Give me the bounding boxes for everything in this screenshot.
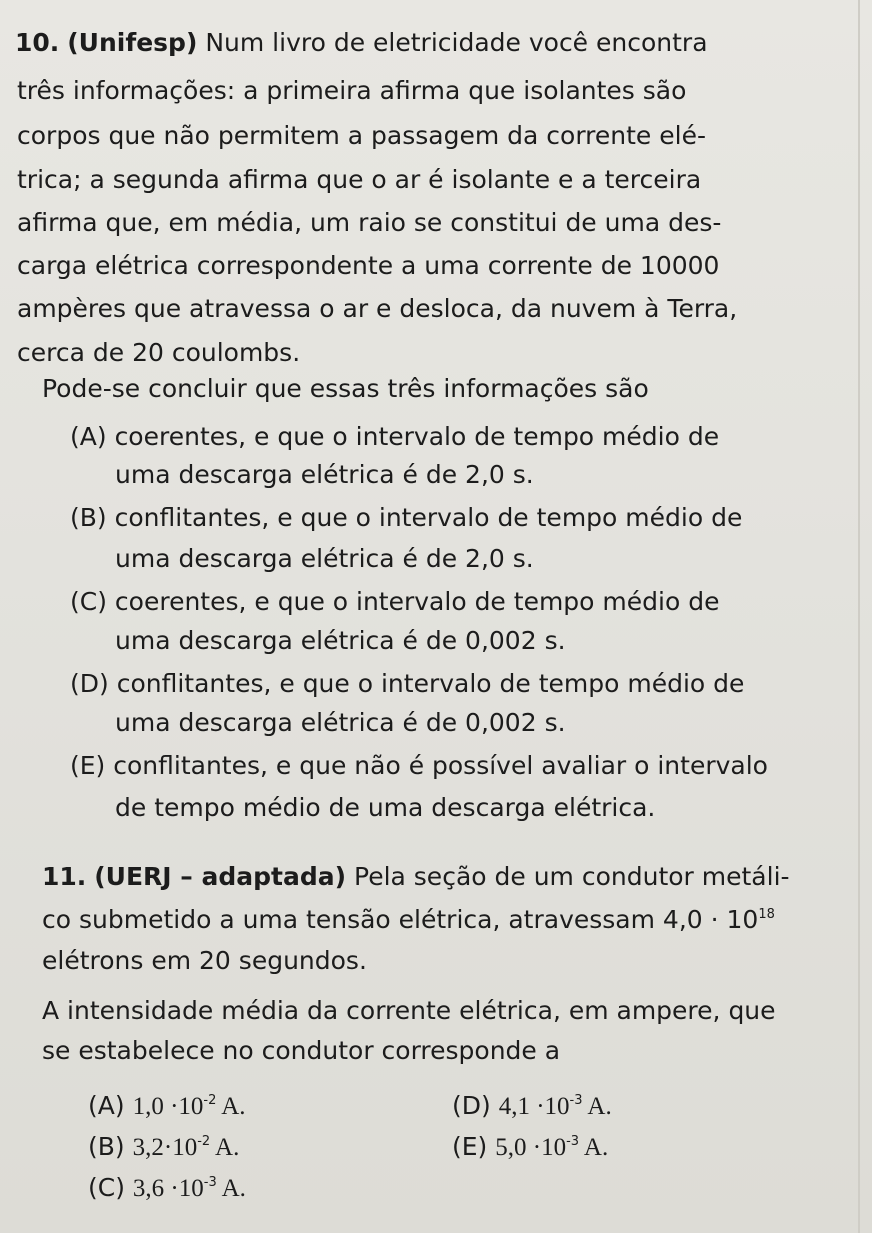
page-edge xyxy=(858,0,860,1233)
option-letter: (B) xyxy=(88,1132,125,1161)
option-text: conflitantes, e que não é possível avaliar o intervalo xyxy=(113,751,768,780)
option-unit: A. xyxy=(210,1134,240,1161)
q10-text-3: corpos que não permitem a passagem da corrente elé- xyxy=(17,121,706,150)
option-letter: (D) xyxy=(452,1091,491,1120)
q11-line-1 xyxy=(42,860,790,894)
option-unit: A. xyxy=(216,1093,246,1120)
q11-prompt-2: se estabelece no condutor corresponde a xyxy=(42,1036,561,1065)
q10-text-5: afirma que, em média, um raio se constitui de uma des- xyxy=(17,208,722,237)
q10-text-7: ampères que atravessa o ar e desloca, da nuvem à Terra, xyxy=(17,294,738,323)
q11-option-d[interactable] xyxy=(452,1089,612,1124)
option-exponent: -3 xyxy=(569,1093,583,1108)
q10-prompt: Pode-se concluir que essas três informações são xyxy=(42,374,649,403)
q11-number: 11. xyxy=(42,862,87,891)
option-exponent: -2 xyxy=(203,1093,217,1108)
option-text: conflitantes, e que o intervalo de tempo médio de xyxy=(116,669,745,698)
option-exponent: -3 xyxy=(203,1175,217,1190)
option-text: conflitantes, e que o intervalo de tempo médio de xyxy=(114,503,743,532)
option-letter: (E) xyxy=(70,751,106,780)
option-letter: (C) xyxy=(88,1173,125,1202)
q10-text-8: cerca de 20 coulombs. xyxy=(17,338,301,367)
q11-prompt-1: A intensidade média da corrente elétrica, em ampere, que xyxy=(42,996,776,1025)
option-mantissa: 4,1 ·10 xyxy=(498,1093,570,1120)
option-exponent: -2 xyxy=(197,1134,211,1149)
option-mantissa: 1,0 ·10 xyxy=(132,1093,204,1120)
q11-exponent: 18 xyxy=(758,907,775,922)
q10-line-1 xyxy=(15,26,708,60)
option-exponent: -3 xyxy=(566,1134,580,1149)
q10-text-4: trica; a segunda afirma que o ar é isolante e a terceira xyxy=(17,165,702,194)
q11-option-b[interactable] xyxy=(88,1130,239,1165)
q11-line-2 xyxy=(42,903,775,937)
option-text-cont: de tempo médio de uma descarga elétrica. xyxy=(115,793,656,822)
q10-text-1: Num livro de eletricidade você encontra xyxy=(197,28,708,57)
option-text-cont: uma descarga elétrica é de 2,0 s. xyxy=(115,460,534,489)
q11-text-2: co submetido a uma tensão elétrica, atravessam 4,0 · 10 xyxy=(42,905,759,934)
option-mantissa: 3,2·10 xyxy=(132,1134,198,1161)
option-letter: (A) xyxy=(88,1091,125,1120)
option-mantissa: 5,0 ·10 xyxy=(495,1134,567,1161)
option-letter: (C) xyxy=(70,587,107,616)
q10-number: 10. xyxy=(15,28,60,57)
option-text: coerentes, e que o intervalo de tempo médio de xyxy=(114,587,720,616)
option-text-cont: uma descarga elétrica é de 0,002 s. xyxy=(115,626,566,655)
option-text-cont: uma descarga elétrica é de 2,0 s. xyxy=(115,544,534,573)
q11-text-1: Pela seção de um condutor metáli- xyxy=(346,862,790,891)
q10-text-6: carga elétrica correspondente a uma corrente de 10000 xyxy=(17,251,720,280)
option-letter: (D) xyxy=(70,669,109,698)
option-unit: A. xyxy=(579,1134,609,1161)
q11-text-3: elétrons em 20 segundos. xyxy=(42,946,367,975)
q11-option-a[interactable] xyxy=(88,1089,246,1124)
q10-source: (Unifesp) xyxy=(67,28,198,57)
q11-source: (UERJ – adaptada) xyxy=(94,862,347,891)
option-letter: (E) xyxy=(452,1132,488,1161)
option-unit: A. xyxy=(582,1093,612,1120)
option-mantissa: 3,6 ·10 xyxy=(132,1175,204,1202)
q10-text-2: três informações: a primeira afirma que isolantes são xyxy=(17,76,687,105)
option-unit: A. xyxy=(216,1175,246,1202)
option-letter: (B) xyxy=(70,503,107,532)
option-text-cont: uma descarga elétrica é de 0,002 s. xyxy=(115,708,566,737)
option-text: coerentes, e que o intervalo de tempo médio de xyxy=(114,422,720,451)
q11-option-c[interactable] xyxy=(88,1171,246,1206)
q11-option-e[interactable] xyxy=(452,1130,608,1165)
option-letter: (A) xyxy=(70,422,107,451)
